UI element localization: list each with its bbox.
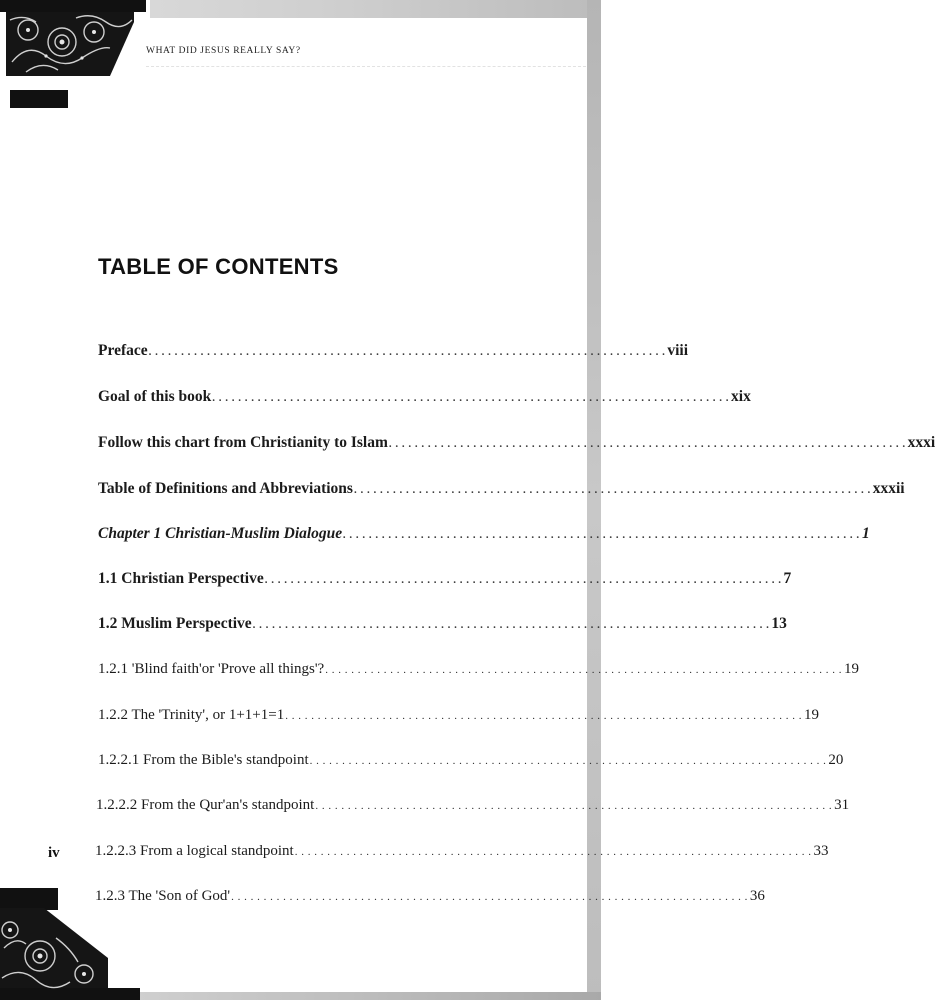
toc-entry xyxy=(98,388,751,406)
toc-entry-page: 7 xyxy=(783,570,792,587)
dot-leader: . . . . . . . . . . . . . . . . . . . . . . . . . . . . . . . . . . . . . . . . . . . . . . . . . . . . . . . . . . . . . . . . . . . . . . . . . . . . . . . . xyxy=(252,619,770,631)
toc-entry-page: 31 xyxy=(834,797,850,813)
toc-entry-label: 1.2.2 The 'Trinity', or 1+1+1=1 xyxy=(98,707,285,723)
toc-entry-label: 1.2.3 The 'Son of God' xyxy=(95,888,231,904)
dot-leader: . . . . . . . . . . . . . . . . . . . . . . . . . . . . . . . . . . . . . . . . . . . . . . . . . . . . . . . . . . . . . . . . . . . . . . . . . . . . . . . . xyxy=(294,846,812,858)
toc-entry xyxy=(98,480,905,498)
toc-entry xyxy=(98,570,792,588)
toc-entry-label: 1.2.2.1 From the Bible's standpoint xyxy=(98,752,309,768)
dot-leader: . . . . . . . . . . . . . . . . . . . . . . . . . . . . . . . . . . . . . . . . . . . . . . . . . . . . . . . . . . . . . . . . . . . . . . . . . . . . . . . . xyxy=(388,438,906,450)
dot-leader: . . . . . . . . . . . . . . . . . . . . . . . . . . . . . . . . . . . . . . . . . . . . . . . . . . . . . . . . . . . . . . . . . . . . . . . . . . . . . . . . xyxy=(343,529,860,541)
toc-entry-page: 33 xyxy=(813,843,829,859)
toc-entry xyxy=(98,707,819,724)
dot-leader: . . . . . . . . . . . . . . . . . . . . . . . . . . . . . . . . . . . . . . . . . . . . . . . . . . . . . . . . . . . . . . . . . . . . . . . . . . . . . . . . xyxy=(353,484,871,496)
scan-black-bar-bottom xyxy=(0,988,140,1000)
toc-entry-label: Chapter 1 Christian-Muslim Dialogue xyxy=(98,525,343,542)
toc-entry xyxy=(98,661,859,678)
toc-entry-page: 13 xyxy=(771,615,787,632)
ornament-corner-bottom-icon xyxy=(0,908,108,988)
toc-entry-page: xix xyxy=(731,388,751,405)
toc-entry-chapter xyxy=(98,525,870,543)
page-folio: iv xyxy=(48,845,60,861)
dot-leader: . . . . . . . . . . . . . . . . . . . . . . . . . . . . . . . . . . . . . . . . . . . . . . . . . . . . . . . . . . . . . . . . . . . . . . . . . . . . . . . . xyxy=(315,800,833,812)
toc-entry-label: Preface xyxy=(98,342,148,359)
dot-leader: . . . . . . . . . . . . . . . . . . . . . . . . . . . . . . . . . . . . . . . . . . . . . . . . . . . . . . . . . . . . . . . . . . . . . . . . . . . . . . . . xyxy=(231,891,748,903)
toc-entry-page: xxxii xyxy=(872,480,905,497)
running-head xyxy=(146,40,586,64)
dot-leader: . . . . . . . . . . . . . . . . . . . . . . . . . . . . . . . . . . . . . . . . . . . . . . . . . . . . . . . . . . . . . . . . . . . . . . . . . . . . . . . . xyxy=(148,346,666,358)
toc-entry-page: 36 xyxy=(749,888,765,904)
running-head-text: WHAT DID JESUS REALLY SAY? xyxy=(146,46,301,56)
toc-entry-label: 1.2.2.2 From the Qur'an's standpoint xyxy=(96,797,315,813)
dot-leader: . . . . . . . . . . . . . . . . . . . . . . . . . . . . . . . . . . . . . . . . . . . . . . . . . . . . . . . . . . . . . . . . . . . . . . . . . . . . . . . . xyxy=(212,392,730,404)
toc-entry-page: xxxi xyxy=(907,434,935,451)
toc-entry-label: 1.2 Muslim Perspective xyxy=(98,615,252,632)
toc-entry xyxy=(96,797,850,814)
toc-entry xyxy=(98,752,844,769)
toc-entry-page: 20 xyxy=(828,752,844,768)
dot-leader: . . . . . . . . . . . . . . . . . . . . . . . . . . . . . . . . . . . . . . . . . . . . . . . . . . . . . . . . . . . . . . . . . . . . . . . . . . . . . . . . xyxy=(325,664,842,676)
page-title: TABLE OF CONTENTS xyxy=(98,254,339,279)
toc-entry-label: Goal of this book xyxy=(98,388,212,405)
toc-entry-page: 19 xyxy=(803,707,819,723)
toc-entry-page: 19 xyxy=(843,661,859,677)
ornament-corner-top-icon xyxy=(6,12,134,76)
dot-leader: . . . . . . . . . . . . . . . . . . . . . . . . . . . . . . . . . . . . . . . . . . . . . . . . . . . . . . . . . . . . . . . . . . . . . . . . . . . . . . . . xyxy=(264,574,782,586)
dot-leader: . . . . . . . . . . . . . . . . . . . . . . . . . . . . . . . . . . . . . . . . . . . . . . . . . . . . . . . . . . . . . . . . . . . . . . . . . . . . . . . . xyxy=(309,755,827,767)
toc-entry xyxy=(95,888,765,905)
toc-entry-label: 1.2.1 'Blind faith'or 'Prove all things'? xyxy=(98,661,325,677)
dot-leader: . . . . . . . . . . . . . . . . . . . . . . . . . . . . . . . . . . . . . . . . . . . . . . . . . . . . . . . . . . . . . . . . . . . . . . . . . . . . . . . . xyxy=(285,710,802,722)
toc-entry-label: 1.1 Christian Perspective xyxy=(98,570,264,587)
running-head-rule xyxy=(146,66,586,67)
toc-entry xyxy=(98,342,689,360)
toc-entry-label: 1.2.2.3 From a logical standpoint xyxy=(95,843,294,859)
toc-entry xyxy=(98,615,787,633)
scan-edge-bottom xyxy=(140,992,601,1000)
toc-entry xyxy=(95,843,829,860)
scan-edge-top xyxy=(150,0,601,18)
toc-entry-page: 1 xyxy=(861,525,870,542)
toc-entry-label: Follow this chart from Christianity to Islam xyxy=(98,434,388,451)
scan-black-bar-top xyxy=(0,0,146,12)
toc-entry xyxy=(98,434,935,452)
toc-entry-label: Table of Definitions and Abbreviations xyxy=(98,480,353,497)
scan-black-block xyxy=(10,90,68,108)
toc-entry-page: viii xyxy=(667,342,689,359)
scan-black-block xyxy=(0,888,58,910)
